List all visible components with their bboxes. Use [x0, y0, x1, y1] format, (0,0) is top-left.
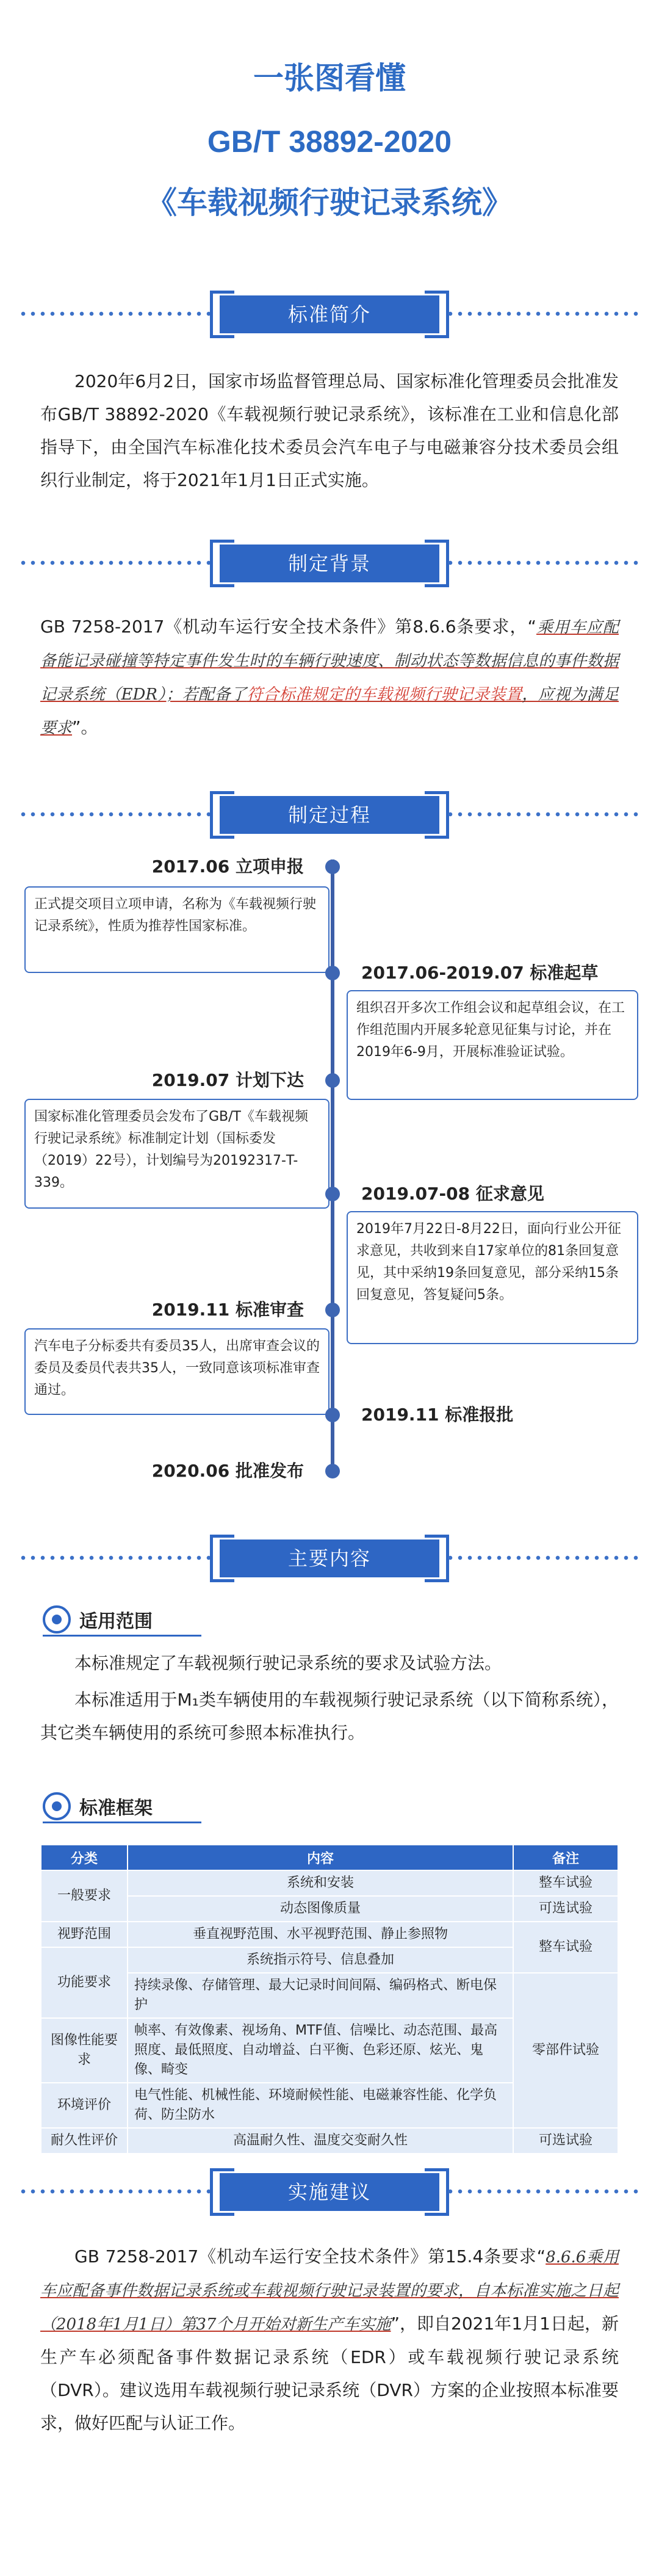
table-cell: 零部件试验 — [513, 1973, 618, 2128]
timeline-dot — [325, 1187, 340, 1201]
timeline-box: 正式提交项目立项申请，名称为《车载视频行驶记录系统》，性质为推荐性国家标准。 — [24, 886, 330, 973]
table-cell: 高温耐久性、温度交变耐久性 — [128, 2128, 513, 2154]
table-cell: 整车试验 — [513, 1870, 618, 1896]
section-header-implement — [0, 2165, 659, 2217]
timeline-dot — [325, 1464, 340, 1478]
table-cell: 垂直视野范围、水平视野范围、静止参照物 — [128, 1922, 513, 1947]
timeline-box: 组织召开多次工作组会议和起草组会议，在工作组范围内开展多轮意见征集与讨论，并在2019年6-9月，开展标准验证试验。 — [347, 990, 638, 1100]
section-header-background — [0, 536, 659, 588]
section-header-process — [0, 787, 659, 840]
dotted-divider — [18, 1555, 214, 1560]
table-cell: 系统指示符号、信息叠加 — [128, 1947, 513, 1973]
timeline-dot — [325, 1303, 340, 1317]
table-cell: 持续录像、存储管理、最大记录时间间隔、编码格式、断电保护 — [128, 1973, 513, 2018]
page-title-line3: 《车载视频行驶记录系统》 — [146, 185, 513, 220]
framework-table — [40, 1844, 619, 2154]
quote-mark: “ — [527, 617, 537, 637]
table-cell: 可选试验 — [513, 2128, 618, 2154]
implement-paragraph — [40, 2240, 619, 2440]
implement-quote: 8.6.6乘用车应配备事件数据记录系统或车载视频行驶记录装置的要求，自本标准实施之日起（2018年1月1日）第37个月开始对新生产车实施 — [40, 2248, 619, 2334]
table-cell: 耐久性评价 — [41, 2128, 128, 2154]
timeline-date: 2017.06-2019.07 标准起草 — [361, 963, 599, 983]
section-badge: 主要内容 — [220, 1539, 439, 1577]
timeline-date: 2019.11 标准报批 — [361, 1405, 514, 1425]
timeline-axis — [331, 859, 334, 1474]
timeline-dot — [325, 1073, 340, 1088]
table-header-row — [41, 1845, 618, 1870]
table-cell: 视野范围 — [41, 1922, 128, 1947]
dotted-divider — [18, 560, 214, 565]
table-cell: 整车试验 — [513, 1922, 618, 1973]
timeline-dot — [325, 1408, 340, 1422]
subsection-scope — [43, 1604, 153, 1635]
timeline-box: 2019年7月22日-8月22日，面向行业公开征求意见，共收到来自17家单位的81条回复意见，其中采纳19条回复意见，部分采纳15条回复意见，答复疑问5条。 — [347, 1211, 638, 1344]
intro-paragraph: 2020年6月2日，国家市场监督管理总局、国家标准化管理委员会批准发布GB/T 38892-2020《车载视频行驶记录系统》，该标准在工业和信息化部指导下，由全国汽车标准化技术委员会汽车电子与电磁兼容分技术委员会组织行业制定，将于2021年1月1日正式实施。 — [40, 371, 619, 490]
timeline-date: 2019.11 标准审查 — [151, 1300, 304, 1320]
dotted-divider — [445, 812, 641, 817]
timeline-box: 国家标准化管理委员会发布了GB/T《车载视频行驶记录系统》标准制定计划（国标委发（2019）22号），计划编号为20192317-T-339。 — [24, 1099, 330, 1209]
underline — [43, 1822, 201, 1823]
implement-rest: 即自2021年1月1日起，新生产车必须配备事件数据记录系统（EDR）或车载视频行驶记录系统（DVR）。建议选用车载视频行驶记录系统（DVR）方案的企业按照本标准要求，做好匹配与认证工作。 — [40, 2314, 619, 2433]
table-cell: 图像性能要求 — [41, 2018, 128, 2083]
implement-lead: GB 7258-2017《机动车运行安全技术条件》第15.4条要求 — [74, 2246, 537, 2267]
underline — [43, 1635, 201, 1637]
timeline-date: 2019.07-08 征求意见 — [361, 1184, 544, 1204]
section-badge: 实施建议 — [220, 2173, 439, 2211]
table-cell: 可选试验 — [513, 1896, 618, 1922]
scope-p2: 本标准适用于M₁类车辆使用的车载视频行驶记录系统（以下简称系统），其它类车辆使用的系统可参照本标准执行。 — [40, 1690, 619, 1743]
section-header-intro — [0, 287, 659, 339]
dotted-divider — [18, 2189, 214, 2194]
table-header: 内容 — [128, 1845, 513, 1870]
subsection-title: 标准框架 — [79, 1798, 153, 1819]
quote-mark: ”， — [391, 2314, 417, 2334]
target-icon — [43, 1605, 71, 1634]
background-lead: GB 7258-2017《机动车运行安全技术条件》第8.6.6条要求， — [40, 617, 528, 637]
background-paragraph — [40, 610, 619, 745]
background-quote-highlight: 符合标准规定的车载视频行驶记录装置 — [247, 686, 522, 704]
table-row — [41, 1922, 618, 1947]
timeline-dot — [325, 966, 340, 980]
table-row — [41, 2128, 618, 2154]
page-title-line2: GB/T 38892-2020 — [207, 125, 452, 159]
table-row — [41, 1896, 618, 1922]
target-icon — [43, 1792, 71, 1820]
section-badge: 标准简介 — [220, 295, 439, 333]
dotted-divider — [445, 1555, 641, 1560]
timeline-date: 2020.06 批准发布 — [151, 1461, 304, 1481]
table-header: 备注 — [513, 1845, 618, 1870]
dotted-divider — [445, 560, 641, 565]
page-title-line1: 一张图看懂 — [253, 60, 406, 96]
timeline-date: 2019.07 计划下达 — [151, 1070, 304, 1090]
table-cell: 功能要求 — [41, 1947, 128, 2018]
scope-p1: 本标准规定了车载视频行驶记录系统的要求及试验方法。 — [74, 1653, 502, 1673]
dotted-divider — [18, 311, 214, 316]
table-cell: 帧率、有效像素、视场角、MTF值、信噪比、动态范围、最高照度、最低照度、自动增益、白平衡、色彩还原、炫光、鬼像、畸变 — [128, 2018, 513, 2083]
dotted-divider — [445, 2189, 641, 2194]
background-quote-tail: ，应视为满足要求 — [40, 686, 619, 737]
table-header: 分类 — [41, 1845, 128, 1870]
table-row — [41, 1973, 618, 2018]
background-quote: 乘用车应配备能记录碰撞等特定事件发生时的车辆行驶速度、制动状态等数据信息的事件数据记录系统（EDR）；若配备了 — [40, 618, 619, 704]
table-cell: 动态图像质量 — [128, 1896, 513, 1922]
timeline-box: 汽车电子分标委共有委员35人，出席审查会议的委员及委员代表共35人，一致同意该项标准审查通过。 — [24, 1328, 330, 1415]
table-cell: 环境评价 — [41, 2083, 128, 2128]
table-cell: 一般要求 — [41, 1870, 128, 1922]
timeline-date: 2017.06 立项申报 — [151, 856, 304, 877]
table-row — [41, 1870, 618, 1896]
timeline-dot — [325, 859, 340, 874]
section-badge: 制定过程 — [220, 796, 439, 834]
dotted-divider — [18, 812, 214, 817]
section-header-content — [0, 1531, 659, 1583]
quote-mark: ”。 — [72, 717, 98, 737]
subsection-framework — [43, 1791, 153, 1822]
table-cell: 电气性能、机械性能、环境耐候性能、电磁兼容性能、化学负荷、防尘防水 — [128, 2083, 513, 2128]
table-cell: 系统和安装 — [128, 1870, 513, 1896]
section-badge: 制定背景 — [220, 545, 439, 582]
quote-mark: “ — [536, 2246, 546, 2267]
subsection-title: 适用范围 — [79, 1611, 153, 1632]
dotted-divider — [445, 311, 641, 316]
